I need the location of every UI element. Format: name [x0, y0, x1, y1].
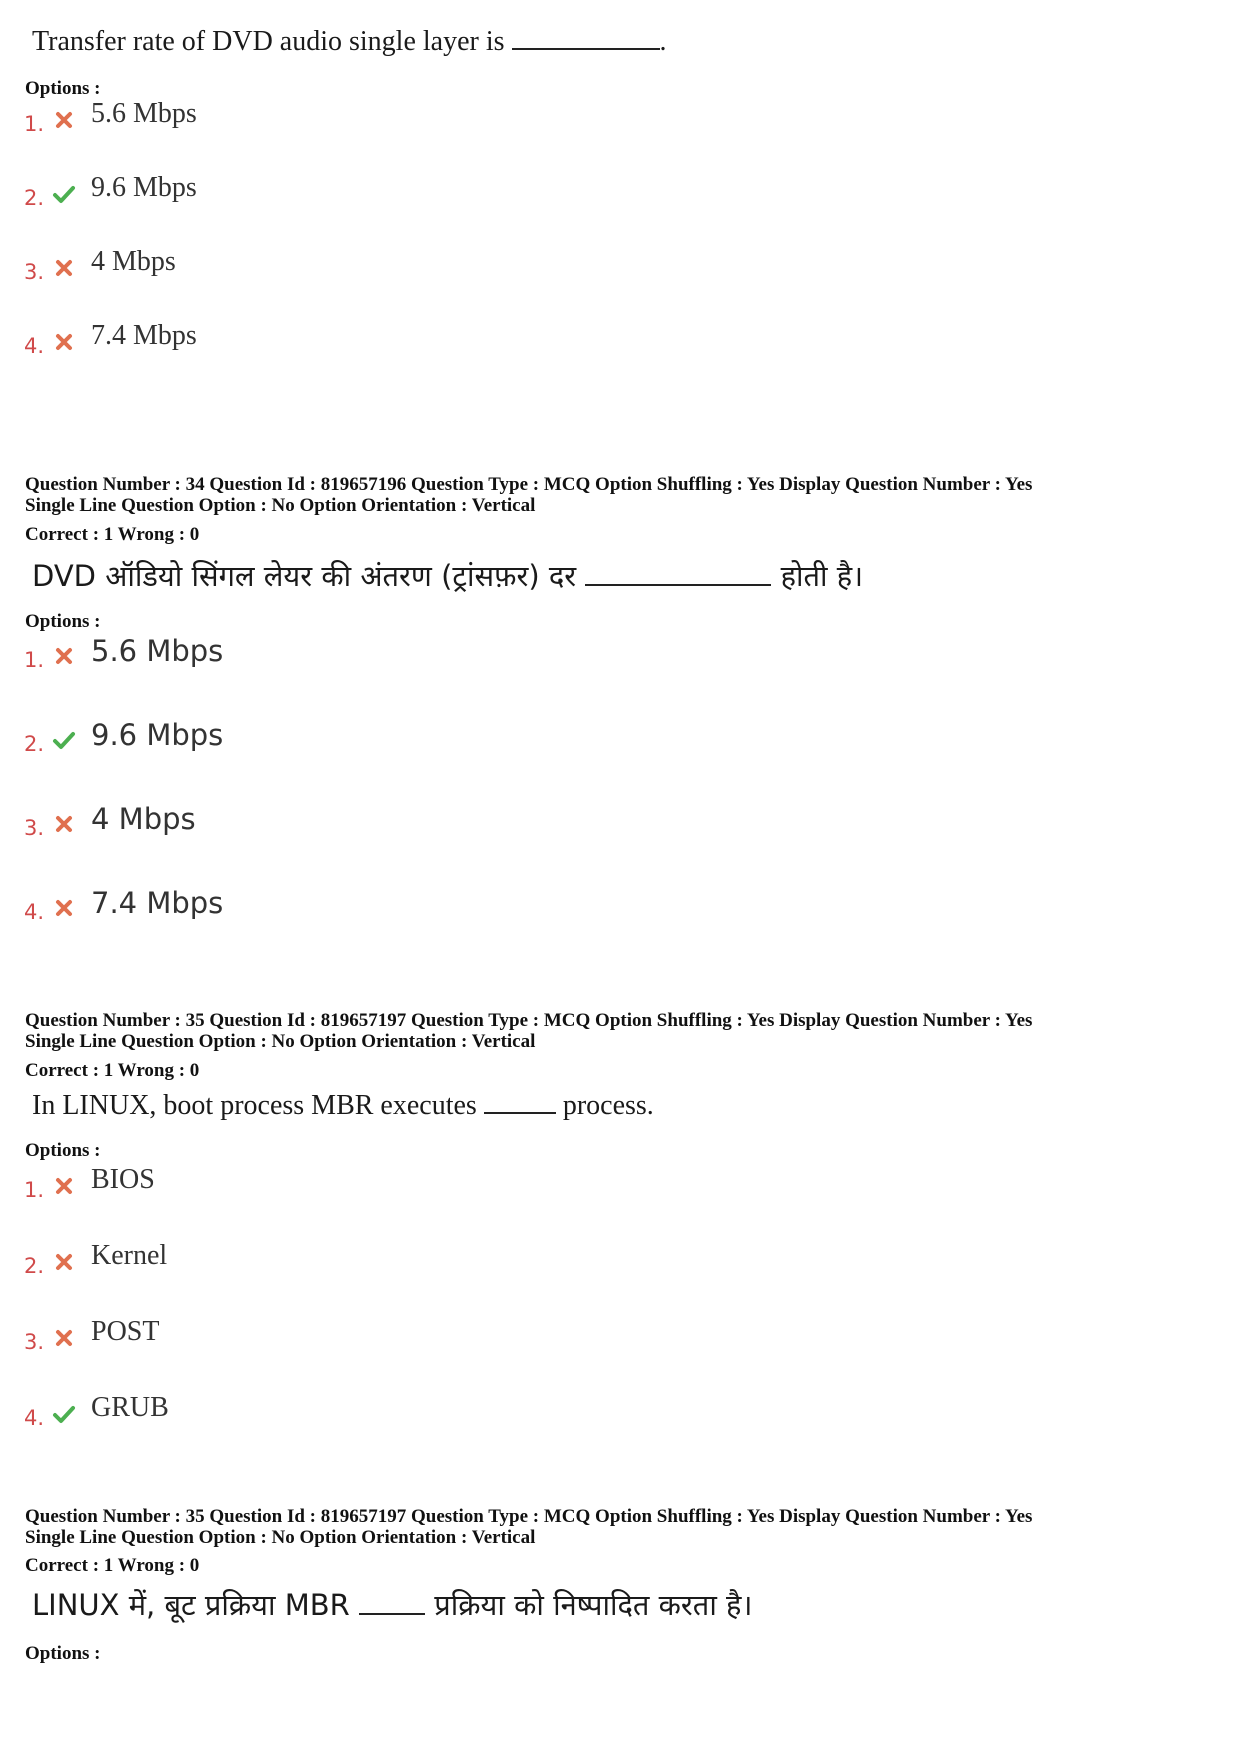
option-number: 2. [24, 186, 45, 210]
question-suffix: process. [562, 1090, 654, 1121]
option-number: 2. [24, 732, 45, 756]
question-text [32, 1090, 654, 1122]
question-meta-line: Single Line Question Option : No Option Orientation : Vertical [25, 495, 536, 516]
cross-icon [52, 896, 76, 920]
option-number: 1. [24, 1178, 45, 1202]
option-text: POST [91, 1316, 160, 1347]
options-label: Options : [25, 78, 101, 99]
question-text [32, 1585, 752, 1624]
cross-icon [52, 256, 76, 280]
option-text: 5.6 Mbps [91, 98, 197, 129]
cross-icon [52, 1326, 76, 1350]
option-text: Kernel [91, 1240, 168, 1271]
option-number: 4. [24, 1406, 45, 1430]
option-text: BIOS [91, 1164, 155, 1195]
option-number: 4. [24, 900, 45, 924]
question-stem: DVD ऑडियो सिंगल लेयर की अंतरण (ट्रांसफ़र) दर [32, 559, 577, 593]
option-text: 7.4 Mbps [91, 320, 197, 351]
answer-blank [484, 1112, 556, 1114]
option-text: 4 Mbps [91, 246, 176, 277]
option-3 [0, 246, 600, 286]
question-meta-line: Single Line Question Option : No Option Orientation : Vertical [25, 1527, 536, 1548]
check-icon [52, 728, 76, 752]
option-number: 1. [24, 648, 45, 672]
question-meta-line: Question Number : 35 Question Id : 819657197 Question Type : MCQ Option Shuffling : Yes Display Question Number : Yes [25, 1010, 1033, 1031]
question-text [32, 556, 863, 595]
answer-blank [512, 48, 660, 50]
option-text: GRUB [91, 1392, 169, 1423]
answer-blank [359, 1613, 425, 1615]
option-3 [0, 802, 600, 842]
option-number: 4. [24, 334, 45, 358]
cross-icon [52, 644, 76, 668]
option-text: 9.6 Mbps [91, 718, 224, 752]
check-icon [52, 1402, 76, 1426]
cross-icon [52, 1174, 76, 1198]
question-suffix: होती है। [780, 559, 864, 593]
option-text: 4 Mbps [91, 802, 196, 836]
options-label: Options : [25, 1140, 101, 1161]
options-label: Options : [25, 1643, 101, 1664]
option-text: 7.4 Mbps [91, 886, 224, 920]
option-number: 3. [24, 816, 45, 840]
option-4 [0, 886, 600, 926]
option-text: 9.6 Mbps [91, 172, 197, 203]
question-meta-line: Question Number : 34 Question Id : 819657196 Question Type : MCQ Option Shuffling : Yes Display Question Number : Yes [25, 474, 1033, 495]
cross-icon [52, 812, 76, 836]
option-2 [0, 718, 600, 758]
option-1 [0, 634, 600, 674]
option-4 [0, 320, 600, 360]
question-suffix: . [659, 26, 667, 57]
option-number: 3. [24, 260, 45, 284]
cross-icon [52, 108, 76, 132]
score-line: Correct : 1 Wrong : 0 [25, 1555, 200, 1576]
question-stem: LINUX में, बूट प्रक्रिया MBR [32, 1588, 350, 1622]
question-stem: Transfer rate of DVD audio single layer is [32, 26, 505, 57]
question-suffix: प्रक्रिया को निष्पादित करता है। [434, 1588, 753, 1622]
check-icon [52, 182, 76, 206]
question-meta-line: Single Line Question Option : No Option Orientation : Vertical [25, 1031, 536, 1052]
question-text [32, 26, 667, 58]
question-stem: In LINUX, boot process MBR executes [32, 1090, 477, 1121]
option-number: 3. [24, 1330, 45, 1354]
option-text: 5.6 Mbps [91, 634, 224, 668]
option-3 [0, 1316, 600, 1356]
option-1 [0, 1164, 600, 1204]
option-2 [0, 172, 600, 212]
option-1 [0, 98, 600, 138]
cross-icon [52, 1250, 76, 1274]
score-line: Correct : 1 Wrong : 0 [25, 1060, 200, 1081]
cross-icon [52, 330, 76, 354]
options-label: Options : [25, 611, 101, 632]
score-line: Correct : 1 Wrong : 0 [25, 524, 200, 545]
option-number: 1. [24, 112, 45, 136]
answer-blank [585, 584, 771, 586]
option-2 [0, 1240, 600, 1280]
question-meta-line: Question Number : 35 Question Id : 819657197 Question Type : MCQ Option Shuffling : Yes Display Question Number : Yes [25, 1506, 1033, 1527]
option-number: 2. [24, 1254, 45, 1278]
option-4 [0, 1392, 600, 1432]
